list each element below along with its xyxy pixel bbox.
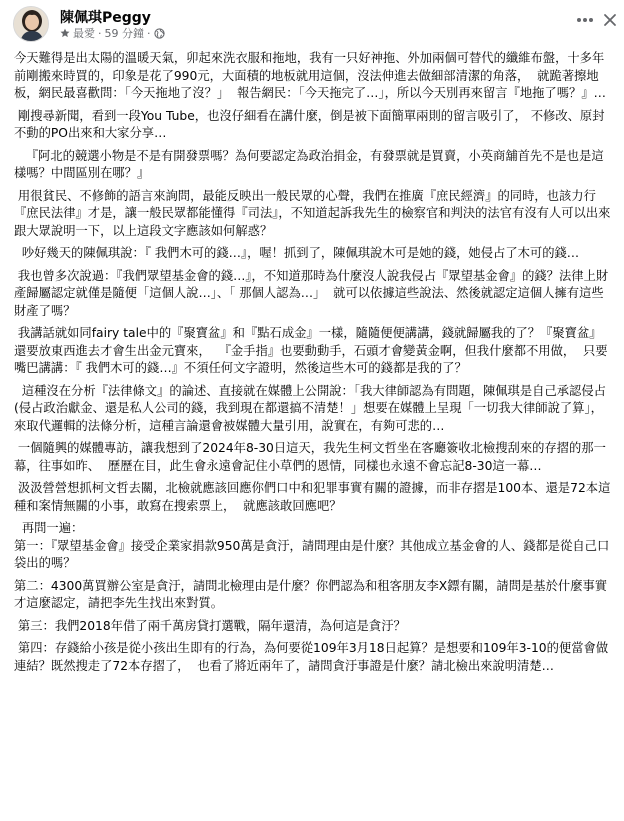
post-paragraph: 吵好幾天的陳佩琪說：『 我們木可的錢…』，喔！抓到了，陳佩琪說木可是她的錢，她侵占了木可的錢…: [14, 246, 580, 260]
post-paragraph: 今天難得是出太陽的溫暖天氣，卯起來洗衣服和拖地，我有一只好神拖、外加兩個可替代的纖維布盤，十多年前剛搬來時買的，印象是花了990元，大面積的地板就用這個，沒法伸進去做細部清潔的角落， 就跪著擦地板，網民最喜歡問：「今天拖地了沒？」 報告網民：「今天拖完了…」，所以今天別再來留言『地拖了嗎？』…: [14, 51, 606, 100]
favorite-badge: 最愛: [73, 27, 95, 40]
star-icon: [60, 28, 70, 38]
more-horizontal-icon: [572, 9, 598, 31]
close-icon: [599, 9, 621, 31]
post-paragraph: 一個隨興的媒體專訪，讓我想到了2024年8-30日這天，我先生柯文哲坐在客廳簽收北檢搜刮來的存摺的那一幕，往事如昨、 歷歷在目，此生會永遠會記住小草們的恩情，同樣也永遠不會忘記8-30這一幕…: [14, 441, 606, 473]
post-time[interactable]: 59 分鐘: [104, 27, 144, 40]
author-name[interactable]: 陳佩琪Peggy: [60, 10, 151, 26]
post-paragraph: 第二：4300萬買辦公室是貪汙，請問北檢理由是什麼？你們認為和租客朋友李X鏢有關，請問是基於什麼事實才這麼認定，請把李先生找出來對質。: [14, 578, 608, 610]
post-paragraph: 剛搜尋新聞，看到一段You Tube，也沒仔細看在講什麼，倒是被下面簡單兩則的留言吸引了， 不修改、原封不動的PO出來和大家分享…: [14, 108, 605, 140]
globe-icon[interactable]: [154, 28, 165, 39]
meta-separator: ·: [98, 26, 102, 40]
avatar-photo: [14, 7, 49, 42]
post-paragraph: 我講話就如同fairy tale中的『聚寶盆』和『點石成金』一樣，隨隨便便講講，錢就歸屬我的了？『聚寶盆』還要放東西進去才會生出金元寶來， 『金手指』也要動動手，石頭才會變黃金啊，但我什麼都不用做， 只要嘴巴講講：『 我們木可的錢…』不須任何文字證明，然後這些木可的錢都是我的了？: [14, 326, 608, 375]
post-paragraph: 『阿北的競選小物是不是有開發票嗎？為何要認定為政治捐金，有發票就是買賣，小英商舖首先不是也是這樣嗎？中間區別在哪？』: [14, 148, 604, 180]
post-paragraph: 我也曾多次說過：『我們眾望基金會的錢…』，不知道那時為什麼沒人說我侵占『眾望基金會』的錢？法律上財產歸屬認定就僅是隨便「這個人說…」、「 那個人認為…」 就可以依據這些說法、然後就認定這個人擁有這些財產了嗎？: [14, 268, 609, 318]
post-paragraph: 用很貧民、不修飾的語言來詢問，最能反映出一般民眾的心聲，我們在推廣『庶民經濟』的同時，也該力行『庶民法律』才是，讓一般民眾都能懂得『司法』，不知道起訴我先生的檢察官和判決的法官有沒有人可以出來跟大眾說明一下，以上這段文字應該如何解惑？: [14, 188, 611, 238]
post-paragraph: 這種沒在分析『法律條文』的論述、直接就在媒體上公開說：「我大律師認為有問題，陳佩琪是自己承認侵占(侵占政治獻金、還是私人公司的錢，我到現在都還搞不清楚！」想要在媒體上呈現「一切我大律師說了算」，來取代邏輯的法條分析，這種言論還會被媒體大量引用，說實在，有夠可悲的…: [14, 383, 606, 433]
post-paragraph: 第三：我們2018年借了兩千萬房貸打選戰，隔年還清，為何這是貪汙？: [14, 618, 406, 633]
close-button[interactable]: [599, 9, 621, 31]
post-body: [14, 50, 612, 680]
post-header: [0, 0, 624, 46]
post-paragraph: 第一：『眾望基金會』接受企業家捐款950萬是貪汙，請問理由是什麼？其他成立基金會的人、錢都是從自己口袋出的嗎？: [14, 538, 610, 570]
avatar[interactable]: [13, 6, 49, 42]
more-options-button[interactable]: [572, 9, 598, 31]
post-paragraph: 第四：存錢給小孩是從小孩出生即有的行為，為何要從109年3月18日起算？是想要和109年3-10的便當會做連結？既然搜走了72本存摺了， 也看了將近兩年了，請問貪汙事證是什麼？請北檢出來說明清楚…: [14, 641, 609, 673]
post-paragraph: 汲汲營營想抓柯文哲去關，北檢就應該回應你們口中和犯罪事實有關的證據，而非存摺是100本、還是72本這種和案情無關的小事，敢寫在搜索票上， 就應該敢回應吧？: [14, 481, 611, 513]
meta-separator: ·: [147, 26, 151, 40]
post-meta: [60, 25, 165, 41]
post-paragraph: 再問一遍：: [14, 521, 84, 535]
